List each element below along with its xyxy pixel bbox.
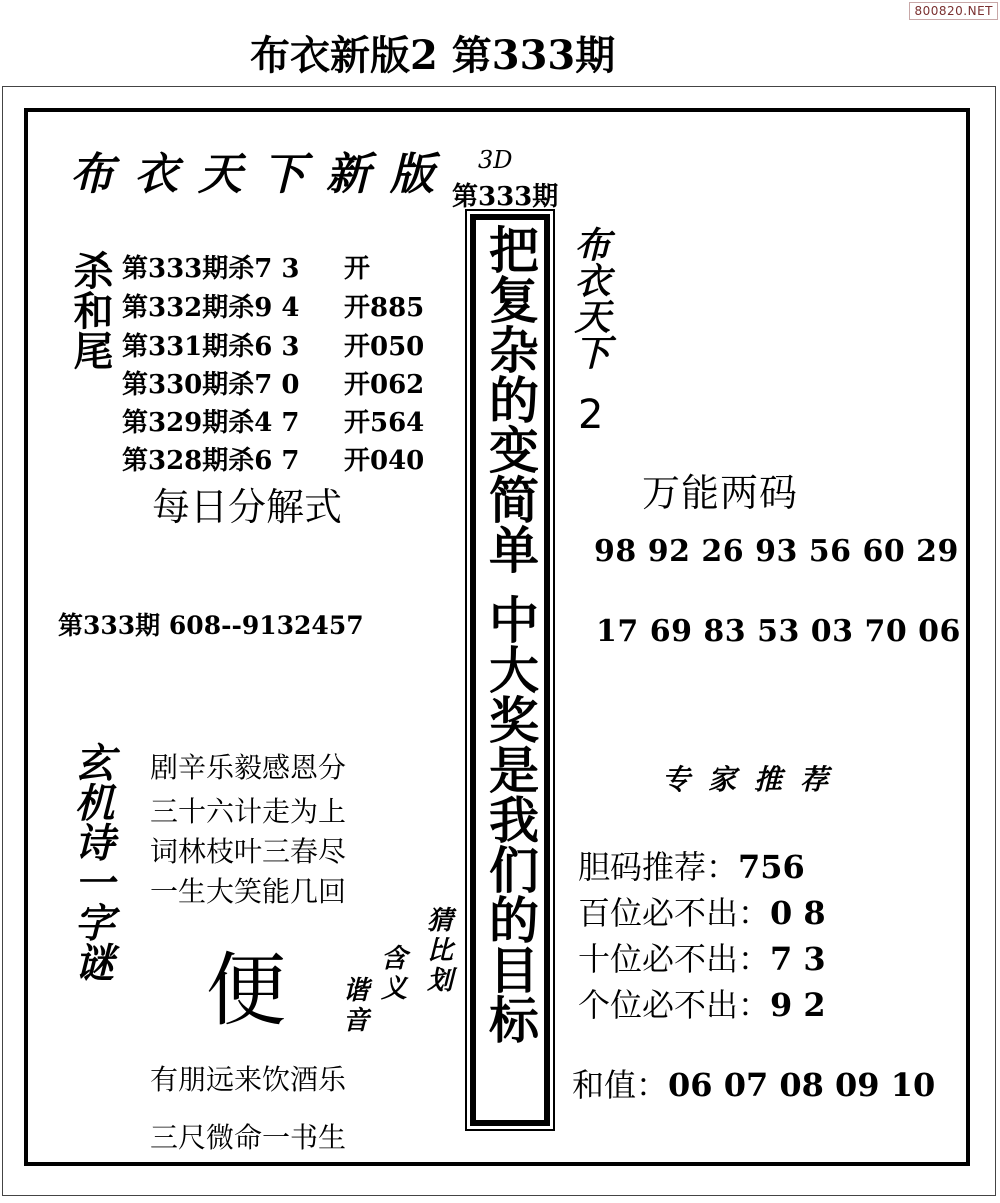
- poem-side-label: 玄机诗一字谜: [68, 742, 115, 982]
- main-heading: 布衣天下新版: [70, 149, 454, 200]
- recommend-value: 9 2: [770, 986, 826, 1024]
- sum-label: 和值：: [572, 1066, 669, 1104]
- open-text: 开: [344, 254, 371, 284]
- daily-issue: 第333期: [58, 611, 161, 640]
- kill-row: [122, 248, 370, 285]
- recommend-line: [578, 842, 805, 888]
- daily-formula-line: [58, 606, 364, 642]
- kill-text: 第331期杀6 3: [122, 332, 300, 362]
- open-text: 开564: [344, 408, 425, 438]
- poem-line: 三十六计走为上: [150, 795, 347, 828]
- slogan-text: [480, 224, 540, 1044]
- universal-codes-row-2: 17 69 83 53 03 70 06: [596, 614, 961, 649]
- kill-text: 第333期杀7 3: [122, 254, 300, 284]
- slogan-line-2: 中大奖是我们的目标: [481, 594, 540, 1044]
- universal-codes-row-1: 98 92 26 93 56 60 29: [594, 534, 959, 569]
- recommend-value: 756: [738, 848, 805, 886]
- open-text: 开062: [344, 370, 425, 400]
- sum-value-line: [572, 1060, 935, 1106]
- open-text: 开050: [344, 332, 425, 362]
- poem-footer-line: 有朋远来饮酒乐: [150, 1063, 347, 1096]
- kill-row: [122, 326, 424, 363]
- poem-line: 一生大笑能几回: [150, 875, 347, 908]
- recommend-line: [578, 888, 826, 934]
- universal-two-codes-title: 万能两码: [642, 471, 799, 515]
- kill-row: [122, 440, 424, 477]
- hint-rhyme: 谐音: [342, 976, 369, 1036]
- open-text: 开040: [344, 446, 425, 476]
- page-title: 布衣新版2 第333期: [250, 32, 616, 79]
- sum-values: 06 07 08 09 10: [668, 1066, 936, 1104]
- kill-row: [122, 364, 424, 401]
- kill-tail-side-label: 杀和尾: [67, 250, 114, 370]
- recommend-label: 百位必不出：: [578, 894, 771, 932]
- site-watermark: 800820.NET: [909, 2, 998, 20]
- recommend-line: [578, 934, 826, 980]
- kill-text: 第330期杀7 0: [122, 370, 300, 400]
- kill-row: [122, 402, 424, 439]
- tag-issue: 第333期: [452, 182, 559, 212]
- recommend-value: 7 3: [770, 940, 826, 978]
- poem-line: 词林枝叶三春尽: [150, 835, 347, 868]
- recommend-label: 十位必不出：: [578, 940, 771, 978]
- hint-meaning: 含义: [380, 944, 407, 1004]
- recommend-value: 0 8: [770, 894, 826, 932]
- right-brand-number: 2: [578, 392, 604, 438]
- daily-formula: 608--9132457: [168, 611, 364, 640]
- recommend-line: [578, 980, 826, 1026]
- right-brand: 布衣天下: [569, 226, 611, 370]
- slogan-box: [470, 214, 550, 1126]
- kill-text: 第332期杀9 4: [122, 293, 300, 323]
- kill-text: 第329期杀4 7: [122, 408, 300, 438]
- kill-row: [122, 287, 424, 324]
- open-text: 开885: [344, 293, 425, 323]
- recommend-label: 胆码推荐：: [578, 848, 739, 886]
- poem-line: 剧辛乐毅感恩分: [150, 751, 347, 784]
- daily-formula-title: 每日分解式: [152, 485, 343, 529]
- kill-text: 第328期杀6 7: [122, 446, 300, 476]
- slogan-line-1: 把复杂的变简单: [481, 224, 540, 574]
- poem-footer-line: 三尺微命一书生: [150, 1121, 347, 1154]
- hint-strokes: 猜比划: [426, 906, 453, 996]
- recommend-label: 个位必不出：: [578, 986, 771, 1024]
- expert-recommend-title: 专家推荐: [662, 763, 847, 796]
- riddle-character: 便: [206, 944, 286, 1037]
- tag-3d: 3D: [478, 146, 513, 174]
